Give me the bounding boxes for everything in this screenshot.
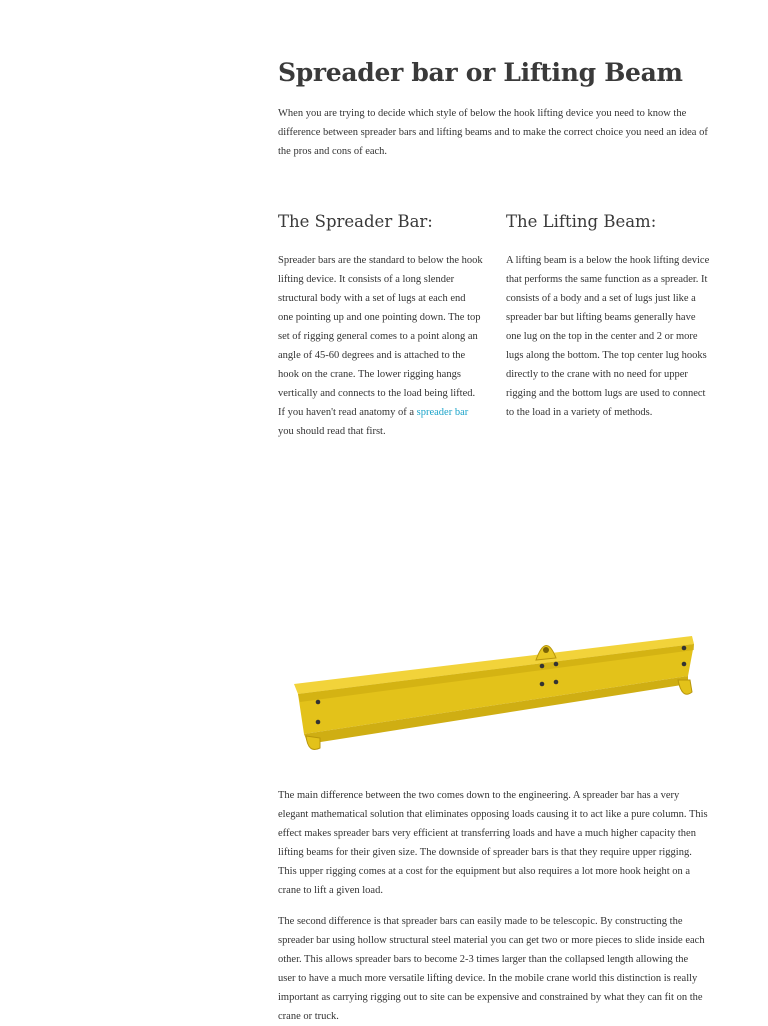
- lifting-beam-heading: The Lifting Beam:: [506, 212, 657, 231]
- lifting-beam-image: [290, 626, 710, 762]
- top-lug-hole: [543, 647, 549, 653]
- intro-paragraph: When you are trying to decide which style of below the hook lifting device you need to know the difference between spreader bars and lifting beams and to make the correct choice you need an idea of the pros and cons of each.: [278, 108, 708, 157]
- bolt: [316, 720, 321, 725]
- bolt: [540, 682, 545, 687]
- page-title: Spreader bar or Lifting Beam: [278, 58, 683, 87]
- bottom-lug-right: [678, 680, 692, 694]
- difference-paragraph-2: The second difference is that spreader bars can easily made to be telescopic. By constructing the spreader bar using hollow structural steel material you can get two or more pieces to slide inside each other. This allows spreader bars to become 2-3 times larger than the collapsed length allowing the user to have a much more versatile lifting device. In the mobile crane world this distinction is really important as carrying rigging out to site can be expensive and constrained by what they can fit on the crane or truck.: [278, 916, 705, 1022]
- bolt: [682, 646, 687, 651]
- spreader-text-after: you should read that first.: [278, 426, 386, 437]
- spreader-bar-link[interactable]: spreader bar: [416, 407, 469, 418]
- bolt: [316, 700, 321, 705]
- spreader-bar-description: [278, 251, 483, 441]
- bolt: [540, 664, 545, 669]
- lifting-beam-description: A lifting beam is a below the hook lifting device that performs the same function as a spreader. It consists of a body and a set of lugs just like a spreader bar but lifting beams generally have one lug on the top in the center and 2 or more lugs along the bottom. The top center lug hooks directly to the crane with no need for upper rigging and the bottom lugs are used to connect to the load in a variety of methods.: [506, 255, 710, 418]
- spreader-bar-section: [278, 212, 483, 441]
- spreader-bar-heading: The Spreader Bar:: [278, 212, 433, 231]
- lifting-beam-section: [506, 212, 711, 422]
- bolt: [682, 662, 687, 667]
- difference-paragraph-1: The main difference between the two comes down to the engineering. A spreader bar has a very elegant mathematical solution that eliminates opposing loads causing it to act like a pure column. This effect makes spreader bars very efficient at transferring loads and have a much higher capacity then lifting beams for their given size. The downside of spreader bars is that they require upper rigging. This upper rigging comes at a cost for the equipment but also requires a lot more hook height on a crane to lift a given load.: [278, 790, 708, 896]
- bolt: [554, 662, 559, 667]
- bottom-lug-left: [306, 736, 320, 750]
- spreader-text-before: Spreader bars are the standard to below the hook lifting device. It consists of a long slender structural body with a set of lugs at each end one pointing up and one pointing down. The top set of rigging general comes to a point along an angle of 45-60 degrees and is attached to the hook on the crane. The lower rigging hangs vertically and connects to the load being lifted. If you haven't read anatomy of a: [278, 255, 483, 418]
- bolt: [554, 680, 559, 685]
